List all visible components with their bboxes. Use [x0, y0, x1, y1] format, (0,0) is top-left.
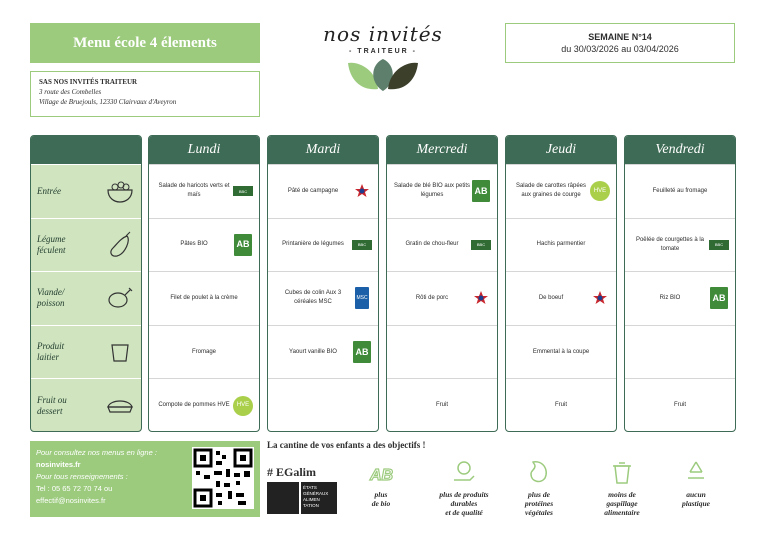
goal-label: moins de: [608, 490, 636, 499]
svg-text:AB: AB: [370, 467, 394, 484]
ab-leaf-icon: [358, 458, 404, 486]
day-header: Mercredi: [387, 136, 497, 164]
category-laitier: [31, 325, 141, 379]
footer-info: [30, 441, 260, 517]
goal-label: durables: [450, 499, 478, 508]
menu-cell: [268, 164, 378, 218]
menu-cell: [625, 164, 735, 218]
egalim-badge: ÉTATS GÉNÉRAUX ALIMEN TATION: [301, 482, 337, 514]
menu-cell: [506, 218, 616, 272]
category-label: Légume: [37, 233, 66, 244]
phone-number: Tel : 05 65 72 70 74 ou: [36, 484, 113, 493]
email-link[interactable]: effectif@nosinvites.fr: [36, 496, 106, 505]
menu-cell: [387, 164, 497, 218]
website-link[interactable]: nosinvites.fr: [36, 460, 81, 469]
category-label: poisson: [37, 298, 65, 309]
dish-name: Emmental à la coupe: [532, 348, 590, 355]
address-line-2: Village de Bruejouls, 12330 Clairvaux d'Aveyron: [39, 98, 177, 106]
day-header: Mardi: [268, 136, 378, 164]
egalim-logo: [267, 482, 337, 514]
hve-label-icon: HVE: [233, 395, 253, 417]
dish-name: Salade de blé BIO aux petits légumes: [393, 183, 471, 199]
day-column-vendredi: [624, 135, 736, 432]
menu-cell: [149, 164, 259, 218]
msc-label-icon: MSC: [352, 287, 372, 309]
label-rouge-icon: [352, 180, 372, 202]
goal-label: de bio: [371, 499, 391, 508]
dish-name: Feuilleté au fromage: [652, 187, 708, 194]
menu-cell: [149, 325, 259, 379]
menu-cell: [268, 218, 378, 272]
day-column-mardi: [267, 135, 379, 432]
category-label: Entrée: [37, 185, 61, 196]
category-legume: [31, 218, 141, 272]
menu-cell: [387, 218, 497, 272]
dish-name: Compote de pommes HVE: [158, 402, 230, 409]
goal-item: [590, 458, 654, 517]
category-dessert: [31, 378, 141, 432]
goal-label: protéines: [524, 499, 554, 508]
day-header: Lundi: [149, 136, 259, 164]
week-number: SEMAINE N°14: [588, 32, 652, 42]
footer-text: Pour consultez nos menus en ligne :: [36, 448, 157, 457]
bleu-blanc-coeur-label-icon: BBC: [471, 234, 491, 256]
logo-subtitle: - TRAITEUR -: [349, 48, 417, 55]
bean-icon: [510, 458, 568, 486]
goal-label: alimentaire: [604, 508, 640, 517]
category-header: [31, 136, 141, 164]
dish-name: Printanière de légumes: [282, 241, 344, 248]
logo-wordmark: nos invités: [323, 22, 443, 46]
category-column: [30, 135, 142, 432]
chicken-icon: [105, 283, 135, 313]
menu-cell: [268, 271, 378, 325]
ab-bio-label-icon: AB: [471, 180, 491, 202]
goal-label: aucun: [686, 490, 706, 499]
egalim-emblem-icon: [267, 482, 299, 514]
goal-item: [510, 458, 568, 517]
day-column-mercredi: [386, 135, 498, 432]
week-dates: du 30/03/2026 au 03/04/2026: [561, 44, 679, 54]
category-label: Fruit ou: [37, 394, 67, 405]
dish-name: Fromage: [191, 348, 216, 355]
goal-label: gaspillage: [606, 499, 638, 508]
footer-text: Pour tous renseignements :: [36, 472, 128, 481]
ab-bio-label-icon: AB: [709, 287, 729, 309]
day-column-lundi: [148, 135, 260, 432]
menu-cell: [506, 378, 616, 432]
bleu-blanc-coeur-label-icon: BBC: [233, 180, 253, 202]
dish-name: Salade de carottes râpées aux graines de courge: [515, 183, 587, 199]
ab-bio-label-icon: AB: [233, 234, 253, 256]
label-rouge-icon: [471, 287, 491, 309]
day-column-jeudi: [505, 135, 617, 432]
menu-cell: [625, 378, 735, 432]
bleu-blanc-coeur-label-icon: BBC: [709, 234, 729, 256]
label-rouge-icon: [590, 287, 610, 309]
category-label: féculent: [37, 244, 66, 255]
dish-name: De boeuf: [538, 294, 564, 301]
recycle-icon: [672, 458, 720, 486]
goal-label: plus: [374, 490, 388, 499]
day-header: Vendredi: [625, 136, 735, 164]
pie-icon: [105, 391, 135, 421]
menu-cell: [387, 271, 497, 325]
company-address: [30, 71, 260, 117]
menu-cell: [149, 378, 259, 432]
menu-cell: [625, 325, 735, 379]
category-label: Viande/: [37, 287, 65, 298]
goal-label: plus de: [528, 490, 550, 499]
dish-name: Fruit: [555, 402, 567, 409]
address-line-1: 3 route des Combelles: [39, 88, 102, 96]
company-name: SAS NOS INVITÉS TRAITEUR: [39, 78, 138, 86]
category-label: laitier: [37, 352, 59, 363]
menu-cell: [149, 271, 259, 325]
dish-name: Pâtes BIO: [180, 241, 208, 248]
menu-cell: [506, 325, 616, 379]
dish-name: Fruit: [436, 402, 448, 409]
menu-cell: [506, 271, 616, 325]
trash-icon: [590, 458, 654, 486]
goal-label: végétales: [525, 508, 553, 517]
goal-label: et de qualité: [445, 508, 483, 517]
goals-title: La cantine de vos enfants a des objectifs !: [267, 440, 426, 450]
egalim-hashtag: # EGalim: [267, 465, 317, 479]
leaves-icon: [338, 55, 428, 97]
dish-name: Pâté de campagne: [287, 187, 339, 194]
week-box: [505, 23, 735, 63]
qr-code[interactable]: [192, 447, 254, 509]
dish-name: Riz BIO: [659, 294, 681, 301]
eggplant-icon: [105, 230, 135, 260]
dish-name: Yaourt vanille BIO: [289, 348, 337, 355]
menu-cell: [149, 218, 259, 272]
bleu-blanc-coeur-label-icon: BBC: [352, 234, 372, 256]
goal-item: [425, 458, 503, 517]
brand-logo: [318, 22, 448, 107]
dish-name: Cubes de colin Aux 3 céréales MSC: [284, 290, 342, 306]
menu-cell: [506, 164, 616, 218]
day-header: Jeudi: [506, 136, 616, 164]
dish-name: Poêlée de courgettes à la tomate: [635, 236, 705, 252]
goal-item: [672, 458, 720, 508]
dish-name: Hachis parmentier: [536, 241, 586, 248]
menu-cell: [625, 218, 735, 272]
dish-name: Salade de haricots verts et maïs: [158, 183, 230, 199]
hve-label-icon: HVE: [590, 180, 610, 202]
salad-bowl-icon: [105, 176, 135, 206]
dish-name: Fruit: [674, 402, 686, 409]
category-label: dessert: [37, 405, 63, 416]
goal-label: plus de produits: [439, 490, 489, 499]
goal-label: plastique: [682, 499, 710, 508]
dairy-cup-icon: [105, 337, 135, 367]
category-entree: [31, 164, 141, 218]
dish-name: Filet de poulet à la crème: [170, 294, 238, 301]
category-viande: [31, 271, 141, 325]
goal-item: [358, 458, 404, 508]
ab-bio-label-icon: AB: [352, 341, 372, 363]
menu-cell: [387, 378, 497, 432]
dish-name: Gratin de chou-fleur: [405, 241, 459, 248]
hand-apple-icon: [425, 458, 503, 486]
category-label: Produit: [37, 341, 65, 352]
menu-cell: [387, 325, 497, 379]
menu-cell: [268, 378, 378, 432]
menu-title: Menu école 4 élements: [30, 23, 260, 63]
dish-name: Rôti de porc: [415, 294, 449, 301]
menu-cell: [625, 271, 735, 325]
menu-cell: [268, 325, 378, 379]
